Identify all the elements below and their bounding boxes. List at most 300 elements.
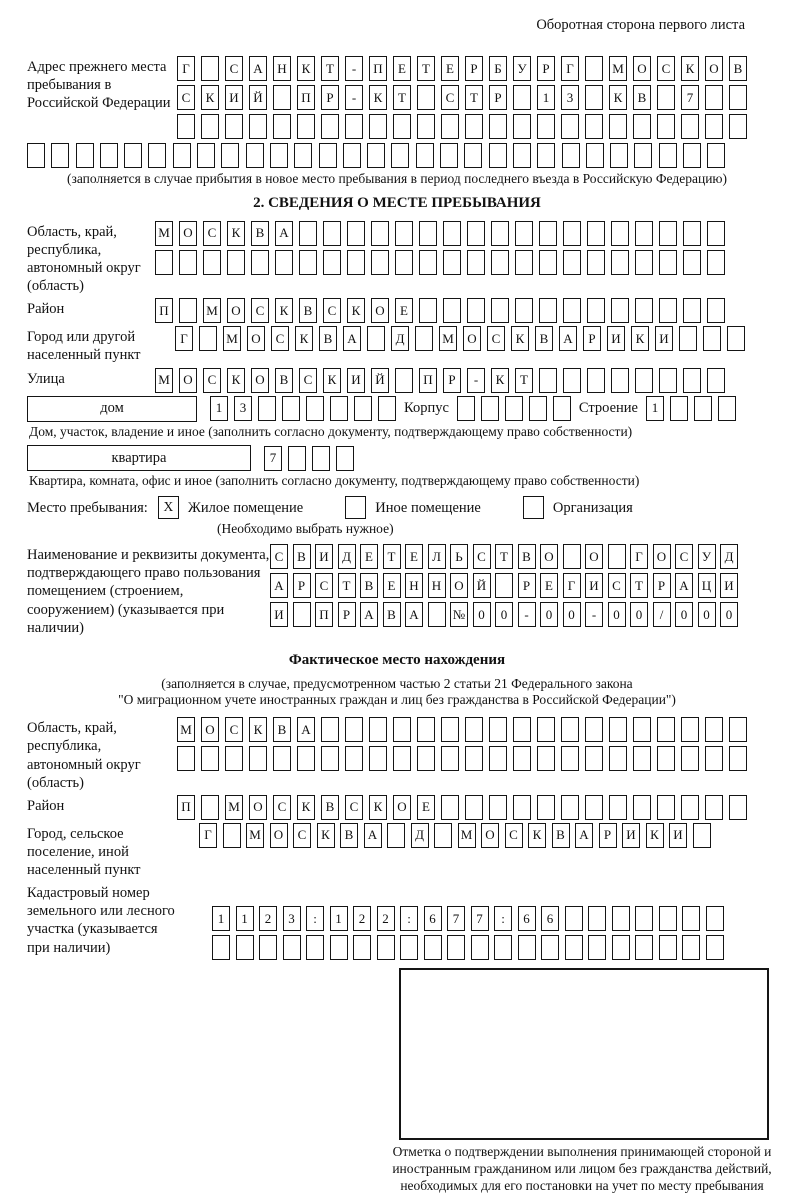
char-cell: 1 bbox=[210, 396, 228, 421]
char-cell bbox=[417, 85, 435, 110]
char-cell: : bbox=[400, 906, 418, 931]
char-cell bbox=[27, 143, 45, 168]
char-cell bbox=[562, 143, 580, 168]
char-cell: О bbox=[481, 823, 499, 848]
char-cell bbox=[395, 368, 413, 393]
checkbox-organization bbox=[523, 496, 544, 519]
char-cell: С bbox=[505, 823, 523, 848]
apartment-caption: Квартира, комната, офис и иное (заполнить согласно документу, подтверждающему право собственности) bbox=[29, 473, 640, 489]
char-cell bbox=[670, 396, 688, 421]
stay-type-label: Место пребывания: bbox=[27, 499, 148, 516]
char-cell: Р bbox=[489, 85, 507, 110]
char-row bbox=[212, 906, 724, 931]
stay-type-note: (Необходимо выбрать нужное) bbox=[217, 521, 394, 537]
char-cell: К bbox=[297, 795, 315, 820]
char-cell: Л bbox=[428, 544, 446, 569]
char-row bbox=[155, 250, 725, 275]
char-cell: М bbox=[609, 56, 627, 81]
char-cell: К bbox=[491, 368, 509, 393]
char-cell: 1 bbox=[330, 906, 348, 931]
char-cell bbox=[561, 114, 579, 139]
char-cell bbox=[258, 396, 276, 421]
char-cell: 0 bbox=[563, 602, 581, 627]
char-cell: Т bbox=[495, 544, 513, 569]
char-cell bbox=[457, 396, 475, 421]
char-cell: Д bbox=[391, 326, 409, 351]
char-cell: Н bbox=[428, 573, 446, 598]
city-label: Город или другой населенный пункт bbox=[27, 329, 141, 364]
char-cell bbox=[465, 795, 483, 820]
char-cell bbox=[447, 935, 465, 960]
char-cell bbox=[367, 143, 385, 168]
char-cell: С bbox=[225, 717, 243, 742]
char-cell: 3 bbox=[561, 85, 579, 110]
char-cell: - bbox=[585, 602, 603, 627]
char-cell: 7 bbox=[681, 85, 699, 110]
char-cell bbox=[612, 906, 630, 931]
char-cell: О bbox=[249, 795, 267, 820]
char-cell: С bbox=[473, 544, 491, 569]
char-cell bbox=[561, 717, 579, 742]
char-cell: 0 bbox=[720, 602, 738, 627]
stamp-box bbox=[399, 968, 769, 1140]
stamp-caption: Отметка о подтверждении выполнения принимающей стороной и иностранным гражданином или лицом без гражданства действий, необходимых для его постановки на учет по месту пребывания bbox=[392, 1144, 772, 1193]
char-cell: Р bbox=[583, 326, 601, 351]
char-cell bbox=[443, 250, 461, 275]
char-cell bbox=[659, 221, 677, 246]
char-cell: А bbox=[270, 573, 288, 598]
char-cell bbox=[369, 746, 387, 771]
char-cell bbox=[610, 143, 628, 168]
char-cell bbox=[223, 823, 241, 848]
char-cell: О bbox=[179, 368, 197, 393]
char-cell bbox=[299, 221, 317, 246]
char-cell: В bbox=[633, 85, 651, 110]
char-cell: 7 bbox=[471, 906, 489, 931]
char-cell bbox=[393, 717, 411, 742]
char-row bbox=[177, 114, 747, 139]
char-cell: 1 bbox=[212, 906, 230, 931]
district-label: Район bbox=[27, 301, 65, 318]
char-cell bbox=[467, 250, 485, 275]
char-cell bbox=[657, 114, 675, 139]
char-cell bbox=[612, 935, 630, 960]
char-cell bbox=[588, 935, 606, 960]
char-cell bbox=[330, 396, 348, 421]
char-cell bbox=[441, 746, 459, 771]
char-cell bbox=[657, 746, 675, 771]
char-row bbox=[210, 396, 396, 421]
char-cell: С bbox=[487, 326, 505, 351]
char-cell: Т bbox=[338, 573, 356, 598]
char-cell: П bbox=[177, 795, 195, 820]
char-cell: О bbox=[227, 298, 245, 323]
char-cell: Е bbox=[395, 298, 413, 323]
char-row bbox=[177, 717, 747, 742]
char-cell bbox=[417, 717, 435, 742]
char-cell: 0 bbox=[473, 602, 491, 627]
char-cell: М bbox=[177, 717, 195, 742]
char-cell: О bbox=[585, 544, 603, 569]
char-cell bbox=[306, 935, 324, 960]
char-cell: М bbox=[225, 795, 243, 820]
char-cell bbox=[353, 935, 371, 960]
char-cell bbox=[273, 85, 291, 110]
document-label: Наименование и реквизиты документа, подтверждающего право пользования помещением (строением, сооружением) (указывается при наличии) bbox=[27, 547, 270, 636]
char-cell bbox=[681, 795, 699, 820]
cadastre-label: Кадастровый номер земельного или лесного участка (указывается при наличии) bbox=[27, 885, 175, 956]
char-cell bbox=[707, 221, 725, 246]
field-previous-address bbox=[27, 56, 767, 139]
char-cell bbox=[124, 143, 142, 168]
char-cell bbox=[481, 396, 499, 421]
char-cell bbox=[201, 795, 219, 820]
char-cell bbox=[563, 298, 581, 323]
char-cell: Т bbox=[383, 544, 401, 569]
char-cell: С bbox=[441, 85, 459, 110]
char-cell: В bbox=[729, 56, 747, 81]
char-cell bbox=[419, 221, 437, 246]
char-cell: А bbox=[575, 823, 593, 848]
char-cell bbox=[201, 56, 219, 81]
char-cell bbox=[729, 795, 747, 820]
char-cell: А bbox=[675, 573, 693, 598]
char-cell bbox=[345, 717, 363, 742]
char-cell bbox=[706, 935, 724, 960]
char-cell bbox=[471, 935, 489, 960]
char-cell bbox=[395, 250, 413, 275]
char-cell bbox=[491, 221, 509, 246]
char-cell: О bbox=[371, 298, 389, 323]
char-cell: А bbox=[364, 823, 382, 848]
char-cell bbox=[608, 544, 626, 569]
char-cell bbox=[489, 717, 507, 742]
char-cell: Д bbox=[411, 823, 429, 848]
char-cell bbox=[148, 143, 166, 168]
char-cell bbox=[199, 326, 217, 351]
char-cell bbox=[635, 906, 653, 931]
char-cell: А bbox=[297, 717, 315, 742]
char-cell: О bbox=[633, 56, 651, 81]
char-cell bbox=[659, 298, 677, 323]
char-cell: С bbox=[251, 298, 269, 323]
char-cell bbox=[251, 250, 269, 275]
char-cell bbox=[371, 221, 389, 246]
char-cell bbox=[705, 85, 723, 110]
char-row bbox=[175, 326, 745, 351]
char-cell: С bbox=[203, 368, 221, 393]
char-cell: И bbox=[315, 544, 333, 569]
char-cell: Т bbox=[465, 85, 483, 110]
char-cell bbox=[635, 250, 653, 275]
char-cell: В bbox=[321, 795, 339, 820]
char-cell: С bbox=[177, 85, 195, 110]
char-cell: Н bbox=[405, 573, 423, 598]
char-cell bbox=[212, 935, 230, 960]
char-cell bbox=[539, 221, 557, 246]
char-cell bbox=[565, 906, 583, 931]
stay-type-row bbox=[27, 496, 767, 519]
char-cell: О bbox=[201, 717, 219, 742]
char-cell bbox=[395, 221, 413, 246]
char-cell bbox=[441, 114, 459, 139]
char-cell bbox=[306, 396, 324, 421]
char-cell bbox=[513, 114, 531, 139]
char-cell: Т bbox=[393, 85, 411, 110]
char-cell bbox=[489, 746, 507, 771]
char-cell: Е bbox=[540, 573, 558, 598]
char-cell bbox=[585, 114, 603, 139]
char-cell: И bbox=[622, 823, 640, 848]
char-cell bbox=[588, 906, 606, 931]
char-row bbox=[270, 573, 738, 598]
char-cell bbox=[681, 746, 699, 771]
char-cell bbox=[707, 368, 725, 393]
char-cell bbox=[587, 250, 605, 275]
char-cell bbox=[465, 114, 483, 139]
char-cell bbox=[681, 717, 699, 742]
char-cell: В bbox=[319, 326, 337, 351]
page-side-note: Оборотная сторона первого листа bbox=[536, 17, 745, 33]
actual-region-label: Область, край, республика, автономный округ (область) bbox=[27, 720, 141, 791]
street-label: Улица bbox=[27, 370, 65, 387]
char-cell: В bbox=[340, 823, 358, 848]
char-cell bbox=[321, 114, 339, 139]
char-cell: И bbox=[347, 368, 365, 393]
char-cell bbox=[440, 143, 458, 168]
char-cell: М bbox=[155, 221, 173, 246]
char-cell bbox=[609, 795, 627, 820]
char-cell: Т bbox=[515, 368, 533, 393]
char-cell bbox=[417, 114, 435, 139]
char-cell: К bbox=[227, 368, 245, 393]
char-cell: С bbox=[657, 56, 675, 81]
char-cell bbox=[371, 250, 389, 275]
char-cell: В bbox=[535, 326, 553, 351]
char-cell: С bbox=[323, 298, 341, 323]
char-cell bbox=[729, 746, 747, 771]
char-cell: Е bbox=[417, 795, 435, 820]
confirmation-stamp-area bbox=[392, 968, 772, 1195]
char-cell bbox=[611, 250, 629, 275]
char-cell: Е bbox=[393, 56, 411, 81]
char-cell: М bbox=[155, 368, 173, 393]
char-row bbox=[270, 544, 738, 569]
char-cell: Т bbox=[321, 56, 339, 81]
char-cell: 1 bbox=[646, 396, 664, 421]
char-cell: Г bbox=[563, 573, 581, 598]
char-cell: - bbox=[345, 56, 363, 81]
char-cell: К bbox=[295, 326, 313, 351]
char-cell: К bbox=[317, 823, 335, 848]
char-cell bbox=[537, 795, 555, 820]
char-cell: С bbox=[293, 823, 311, 848]
other-premises-option-label: Иное помещение bbox=[375, 499, 481, 516]
char-cell bbox=[343, 143, 361, 168]
char-cell bbox=[561, 746, 579, 771]
char-cell bbox=[297, 746, 315, 771]
char-cell bbox=[489, 143, 507, 168]
char-cell bbox=[537, 746, 555, 771]
char-cell: И bbox=[585, 573, 603, 598]
char-cell bbox=[729, 114, 747, 139]
apartment-label-box: квартира bbox=[27, 445, 251, 471]
char-cell bbox=[707, 143, 725, 168]
actual-location-title: Фактическое место нахождения bbox=[288, 651, 506, 668]
char-cell bbox=[76, 143, 94, 168]
char-cell: К bbox=[275, 298, 293, 323]
char-cell: Д bbox=[338, 544, 356, 569]
char-cell bbox=[236, 935, 254, 960]
char-cell: В bbox=[299, 298, 317, 323]
char-cell: М bbox=[458, 823, 476, 848]
char-cell bbox=[297, 114, 315, 139]
char-cell: К bbox=[297, 56, 315, 81]
char-cell bbox=[683, 143, 701, 168]
char-row bbox=[270, 602, 738, 627]
char-cell bbox=[693, 823, 711, 848]
char-cell bbox=[434, 823, 452, 848]
char-cell bbox=[539, 368, 557, 393]
char-cell: О bbox=[270, 823, 288, 848]
char-cell bbox=[585, 85, 603, 110]
char-cell bbox=[225, 746, 243, 771]
char-cell bbox=[513, 717, 531, 742]
char-cell: П bbox=[369, 56, 387, 81]
char-cell bbox=[683, 250, 701, 275]
char-cell: Р bbox=[537, 56, 555, 81]
char-cell: Й bbox=[473, 573, 491, 598]
char-cell: С bbox=[270, 544, 288, 569]
char-cell bbox=[283, 935, 301, 960]
char-cell bbox=[537, 114, 555, 139]
char-cell: - bbox=[467, 368, 485, 393]
field-district bbox=[27, 298, 767, 323]
char-cell bbox=[393, 746, 411, 771]
char-cell: А bbox=[559, 326, 577, 351]
char-cell bbox=[635, 935, 653, 960]
char-cell bbox=[428, 602, 446, 627]
char-cell bbox=[419, 298, 437, 323]
char-cell bbox=[387, 823, 405, 848]
char-cell: : bbox=[306, 906, 324, 931]
char-cell bbox=[367, 326, 385, 351]
char-cell bbox=[369, 717, 387, 742]
char-cell bbox=[513, 143, 531, 168]
char-cell: 7 bbox=[264, 446, 282, 471]
char-cell: В bbox=[518, 544, 536, 569]
char-cell bbox=[288, 446, 306, 471]
char-cell bbox=[225, 114, 243, 139]
char-cell bbox=[393, 114, 411, 139]
char-cell: Й bbox=[249, 85, 267, 110]
char-row bbox=[646, 396, 736, 421]
char-cell bbox=[201, 114, 219, 139]
char-cell bbox=[727, 326, 745, 351]
char-cell: В bbox=[383, 602, 401, 627]
char-cell bbox=[518, 935, 536, 960]
char-cell bbox=[369, 114, 387, 139]
char-cell bbox=[419, 250, 437, 275]
actual-location-caption-line1: (заполняется в случае, предусмотренном частью 2 статьи 21 Федерального закона bbox=[161, 675, 633, 691]
char-cell: И bbox=[669, 823, 687, 848]
char-cell: О bbox=[450, 573, 468, 598]
char-cell: О bbox=[653, 544, 671, 569]
char-cell bbox=[347, 221, 365, 246]
char-cell bbox=[565, 935, 583, 960]
char-cell bbox=[635, 298, 653, 323]
organization-option-label: Организация bbox=[552, 499, 633, 516]
char-cell: И bbox=[607, 326, 625, 351]
char-cell: М bbox=[439, 326, 457, 351]
char-cell bbox=[323, 250, 341, 275]
char-cell: 3 bbox=[283, 906, 301, 931]
char-cell bbox=[179, 298, 197, 323]
char-cell bbox=[679, 326, 697, 351]
char-cell bbox=[703, 326, 721, 351]
char-cell bbox=[259, 935, 277, 960]
stroenie-label: Строение bbox=[578, 400, 638, 417]
char-cell bbox=[563, 544, 581, 569]
char-cell: В bbox=[275, 368, 293, 393]
char-cell: О bbox=[247, 326, 265, 351]
char-cell: Р bbox=[443, 368, 461, 393]
char-cell bbox=[718, 396, 736, 421]
char-cell: К bbox=[681, 56, 699, 81]
char-cell: 2 bbox=[353, 906, 371, 931]
char-cell: В bbox=[552, 823, 570, 848]
char-cell: К bbox=[347, 298, 365, 323]
char-cell bbox=[659, 143, 677, 168]
char-row bbox=[155, 298, 725, 323]
field-cadastre-number bbox=[27, 882, 767, 960]
char-cell: М bbox=[246, 823, 264, 848]
char-cell bbox=[515, 221, 533, 246]
char-cell: С bbox=[345, 795, 363, 820]
char-cell bbox=[657, 85, 675, 110]
actual-location-caption-line2: "О миграционном учете иностранных граждан и лиц без гражданства в Российской Федерации") bbox=[118, 692, 676, 708]
char-cell: О bbox=[540, 544, 558, 569]
char-cell: 2 bbox=[377, 906, 395, 931]
char-cell: П bbox=[155, 298, 173, 323]
char-cell: 0 bbox=[495, 602, 513, 627]
char-cell bbox=[563, 221, 581, 246]
char-cell: 0 bbox=[608, 602, 626, 627]
korpus-label: Корпус bbox=[404, 400, 449, 417]
char-cell bbox=[197, 143, 215, 168]
house-row bbox=[27, 396, 767, 422]
char-cell bbox=[336, 446, 354, 471]
char-cell: И bbox=[655, 326, 673, 351]
char-cell bbox=[705, 717, 723, 742]
char-cell bbox=[467, 221, 485, 246]
char-cell bbox=[634, 143, 652, 168]
char-cell: Т bbox=[417, 56, 435, 81]
char-cell: Г bbox=[561, 56, 579, 81]
char-cell: А bbox=[249, 56, 267, 81]
char-cell: С bbox=[225, 56, 243, 81]
char-cell: Й bbox=[371, 368, 389, 393]
char-cell bbox=[464, 143, 482, 168]
char-cell bbox=[321, 717, 339, 742]
char-cell: А bbox=[275, 221, 293, 246]
char-cell bbox=[635, 368, 653, 393]
char-cell bbox=[609, 114, 627, 139]
char-cell bbox=[100, 143, 118, 168]
char-cell bbox=[345, 114, 363, 139]
char-cell bbox=[553, 396, 571, 421]
char-cell bbox=[683, 221, 701, 246]
